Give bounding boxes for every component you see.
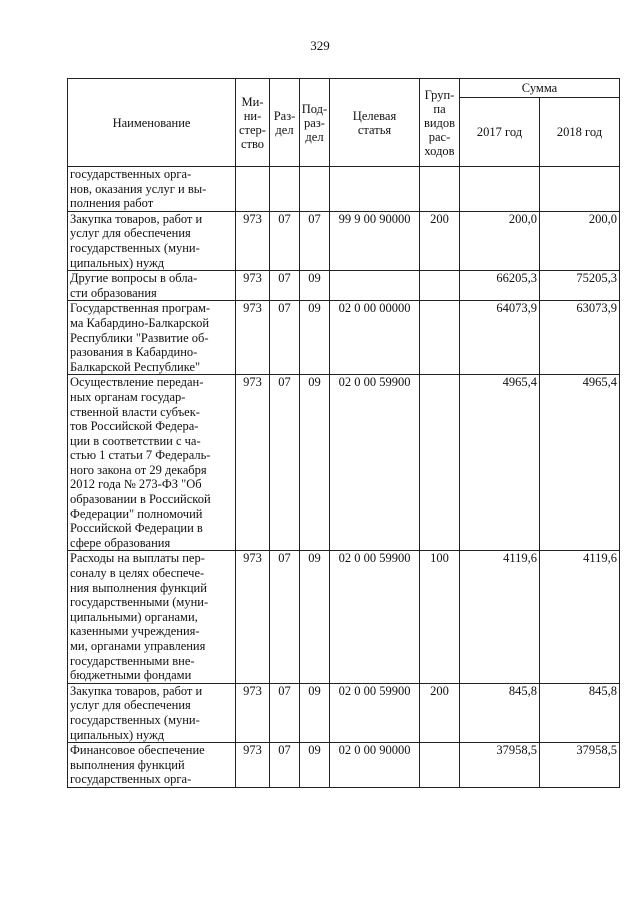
amount-2017-cell: 4965,4 [460,375,540,551]
header-ministry-line: Ми- [241,94,264,109]
header-expense-group [420,79,460,167]
row-name-line: стью 1 статьи 7 Федераль- [70,448,211,463]
header-sum: Сумма [460,79,620,98]
row-name-line: тов Российской Федера- [70,419,199,434]
row-name-line: образовании в Российской [70,492,211,507]
header-subsection-line: дел [305,129,324,144]
subsection-cell: 09 [300,375,330,551]
header-section-line: Раз- [273,108,296,123]
amount-2017-cell: 200,0 [460,211,540,270]
expense-group-cell [420,743,460,788]
row-name-line: сти образования [70,285,157,300]
page-number: 329 [310,38,330,53]
target-cell: 02 0 00 90000 [330,743,420,788]
table-row [68,211,620,270]
ministry-cell: 973 [236,211,270,270]
amount-2018-cell: 200,0 [540,211,620,270]
table-row [68,271,620,301]
row-name-line: ного закона от 29 декабря [70,462,207,477]
expense-group-cell [420,301,460,375]
header-group-line: Груп- [424,87,455,102]
row-name-line: Республики "Развитие об- [70,330,209,345]
row-name-line: Осуществление передан- [70,375,204,390]
ministry-cell: 973 [236,271,270,301]
ministry-cell: 973 [236,743,270,788]
header-target-line: Целевая [352,108,397,123]
row-name-line: государственными (муни- [70,595,209,610]
section-cell: 07 [270,551,300,683]
row-name-line: ципальных) нужд [70,727,165,742]
expense-group-cell: 100 [420,551,460,683]
amount-2017-cell [460,167,540,212]
row-name-line: ных органам государ- [70,389,186,404]
budget-table [67,78,620,788]
row-name-line: ственной власти субъек- [70,404,200,419]
header-ministry-line: ство [240,136,265,151]
header-subsection-line: раз- [304,115,325,130]
row-name-line: Закупка товаров, работ и [70,211,203,226]
section-cell: 07 [270,211,300,270]
row-name-line: ции в соответствии с ча- [70,433,201,448]
row-name-line: бюджетными фондами [70,668,192,683]
row-name-line: Федерации" полномочий [70,506,203,521]
row-name-line: Финансовое обеспечение [70,743,205,758]
amount-2017-cell: 845,8 [460,683,540,742]
header-section [270,79,300,167]
header-subsection [300,79,330,167]
header-group-line: видов [423,115,456,130]
amount-2018-cell: 4965,4 [540,375,620,551]
target-cell [330,167,420,212]
row-name-cell [68,211,236,270]
row-name-line: услуг для обеспечения [70,226,191,241]
row-name-line: услуг для обеспечения [70,698,191,713]
amount-2017-cell: 66205,3 [460,271,540,301]
row-name-cell [68,551,236,683]
amount-2017-cell: 37958,5 [460,743,540,788]
section-cell: 07 [270,743,300,788]
target-cell: 02 0 00 59900 [330,683,420,742]
section-cell: 07 [270,271,300,301]
target-cell: 02 0 00 00000 [330,301,420,375]
row-name-line: государственных (муни- [70,240,200,255]
amount-2018-cell: 75205,3 [540,271,620,301]
subsection-cell: 09 [300,743,330,788]
section-cell [270,167,300,212]
row-name-line: 2012 года № 273-ФЗ "Об [70,477,202,492]
header-ministry [236,79,270,167]
header-group-line: ходов [424,143,455,158]
header-target-line: статья [357,122,392,137]
amount-2018-cell: 4119,6 [540,551,620,683]
row-name-cell [68,167,236,212]
header-name: Наименование [68,79,236,167]
amount-2017-cell: 64073,9 [460,301,540,375]
row-name-line: Закупка товаров, работ и [70,683,203,698]
expense-group-cell: 200 [420,683,460,742]
row-name-line: государственных (муни- [70,712,200,727]
table-row [68,301,620,375]
target-cell: 02 0 00 59900 [330,375,420,551]
table-row [68,375,620,551]
row-name-line: Государственная програм- [70,301,211,316]
ministry-cell: 973 [236,301,270,375]
row-name-line: ми, органами управления [70,639,206,653]
expense-group-cell [420,271,460,301]
subsection-cell: 09 [300,301,330,375]
target-cell: 02 0 00 59900 [330,551,420,683]
header-target [330,79,420,167]
header-subsection-line: Под- [301,101,328,116]
row-name-line: разования в Кабардино- [70,345,198,360]
row-name-line: ципальными) органами, [70,609,198,624]
header-year-2018: 2018 год [540,98,620,167]
amount-2017-cell: 4119,6 [460,551,540,683]
row-name-cell [68,375,236,551]
header-section-line: дел [275,122,294,137]
header-ministry-line: ни- [243,108,262,123]
amount-2018-cell: 37958,5 [540,743,620,788]
row-name-line: сфере образования [70,535,171,550]
subsection-cell: 09 [300,551,330,683]
row-name-line: ципальных) нужд [70,255,165,270]
header-row-top [68,79,620,98]
row-name-line: Расходы на выплаты пер- [70,551,205,566]
ministry-cell [236,167,270,212]
row-name-line: казенными учреждения- [70,624,200,639]
header-ministry-line: стер- [239,122,266,137]
header-group-line: рас- [428,129,451,144]
expense-group-cell [420,167,460,212]
amount-2018-cell: 63073,9 [540,301,620,375]
row-name-line: выполнения функций [70,757,185,772]
table-row [68,743,620,788]
table-body [68,167,620,788]
row-name-line: Другие вопросы в обла- [70,271,198,286]
row-name-line: соналу в целях обеспече- [70,566,205,581]
row-name-line: Балкарской Республике" [70,359,201,374]
section-cell: 07 [270,683,300,742]
row-name-line: Российской Федерации в [70,521,203,536]
subsection-cell [300,167,330,212]
row-name-line: полнения работ [70,196,154,211]
row-name-cell [68,271,236,301]
target-cell: 99 9 00 90000 [330,211,420,270]
table-row [68,551,620,683]
target-cell [330,271,420,301]
row-name-line: ния выполнения функций [70,580,207,595]
row-name-line: ма Кабардино-Балкарской [70,315,210,330]
ministry-cell: 973 [236,551,270,683]
ministry-cell: 973 [236,375,270,551]
table-row [68,683,620,742]
amount-2018-cell [540,167,620,212]
table-row [68,167,620,212]
expense-group-cell: 200 [420,211,460,270]
row-name-line: государственных орга- [70,167,192,181]
subsection-cell: 09 [300,683,330,742]
section-cell: 07 [270,375,300,551]
header-year-2017: 2017 год [460,98,540,167]
ministry-cell: 973 [236,683,270,742]
expense-group-cell [420,375,460,551]
row-name-cell [68,743,236,788]
row-name-line: нов, оказания услуг и вы- [70,181,207,196]
row-name-line: государственных орга- [70,772,192,787]
row-name-line: государственными вне- [70,653,195,668]
header-group-line: па [433,101,446,116]
subsection-cell: 09 [300,271,330,301]
row-name-cell [68,683,236,742]
amount-2018-cell: 845,8 [540,683,620,742]
row-name-cell [68,301,236,375]
subsection-cell: 07 [300,211,330,270]
section-cell: 07 [270,301,300,375]
